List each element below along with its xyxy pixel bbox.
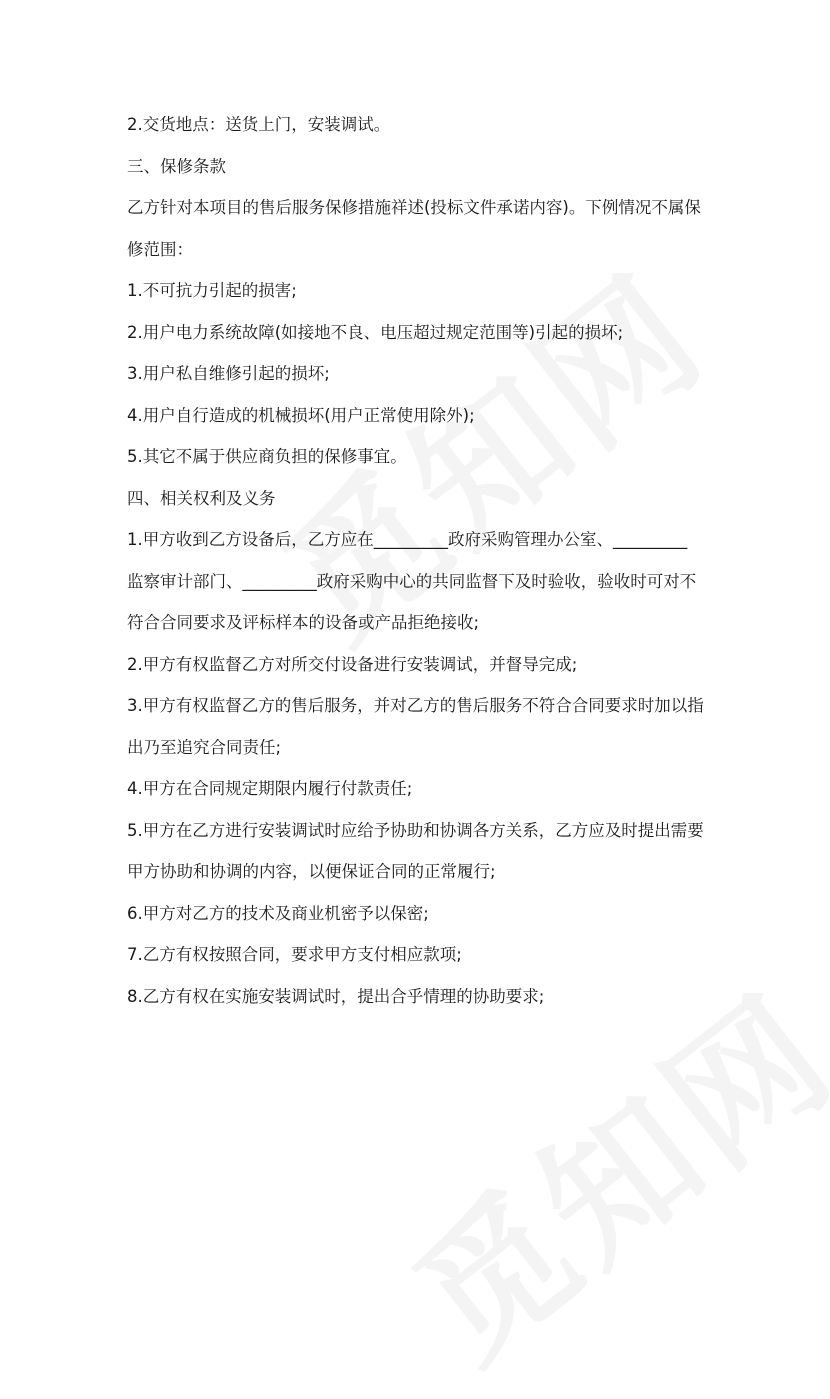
list-item: 3.甲方有权监督乙方的售后服务，并对乙方的售后服务不符合合同要求时加以指 (127, 696, 704, 715)
list-item: 1.甲方收到乙方设备后，乙方应在_________政府采购管理办公室、_________ (127, 530, 688, 549)
paragraph-line: 符合合同要求及评标样本的设备或产品拒绝接收; (127, 613, 480, 632)
list-item: 2.交货地点：送货上门，安装调试。 (127, 115, 391, 134)
list-item: 2.用户电力系统故障(如接地不良、电压超过规定范围等)引起的损坏; (127, 322, 624, 342)
paragraph-line: 甲方协助和协调的内容，以便保证合同的正常履行; (127, 862, 496, 881)
section-heading: 四、相关权利及义务 (127, 488, 276, 508)
list-item: 5.甲方在乙方进行安装调试时应给予协助和协调各方关系，乙方应及时提出需要 (127, 820, 704, 840)
list-item: 1.不可抗力引起的损害; (127, 281, 297, 300)
list-item: 4.用户自行造成的机械损坏(用户正常使用除外); (127, 405, 475, 425)
paragraph-line: 乙方针对本项目的售后服务保修措施祥述(投标文件承诺内容)。下例情况不属保 (127, 198, 701, 217)
list-item: 3.用户私自维修引起的损坏; (127, 364, 330, 383)
paragraph-line: 修范围： (127, 239, 193, 259)
paragraph-line: 监察审计部门、_________政府采购中心的共同监督下及时验收，验收时可对不 (127, 571, 697, 591)
list-item: 8.乙方有权在实施安装调试时，提出合乎情理的协助要求; (127, 986, 545, 1006)
list-item: 5.其它不属于供应商负担的保修事宜。 (127, 447, 407, 466)
list-item: 7.乙方有权按照合同，要求甲方支付相应款项; (127, 945, 462, 964)
section-heading: 三、保修条款 (127, 156, 226, 176)
list-item: 6.甲方对乙方的技术及商业机密予以保密; (127, 903, 429, 923)
paragraph-line: 出乃至追究合同责任; (127, 737, 282, 757)
list-item: 2.甲方有权监督乙方对所交付设备进行安装调试，并督导完成; (127, 654, 578, 674)
document-body (127, 104, 727, 1017)
list-item: 4.甲方在合同规定期限内履行付款责任; (127, 779, 413, 798)
